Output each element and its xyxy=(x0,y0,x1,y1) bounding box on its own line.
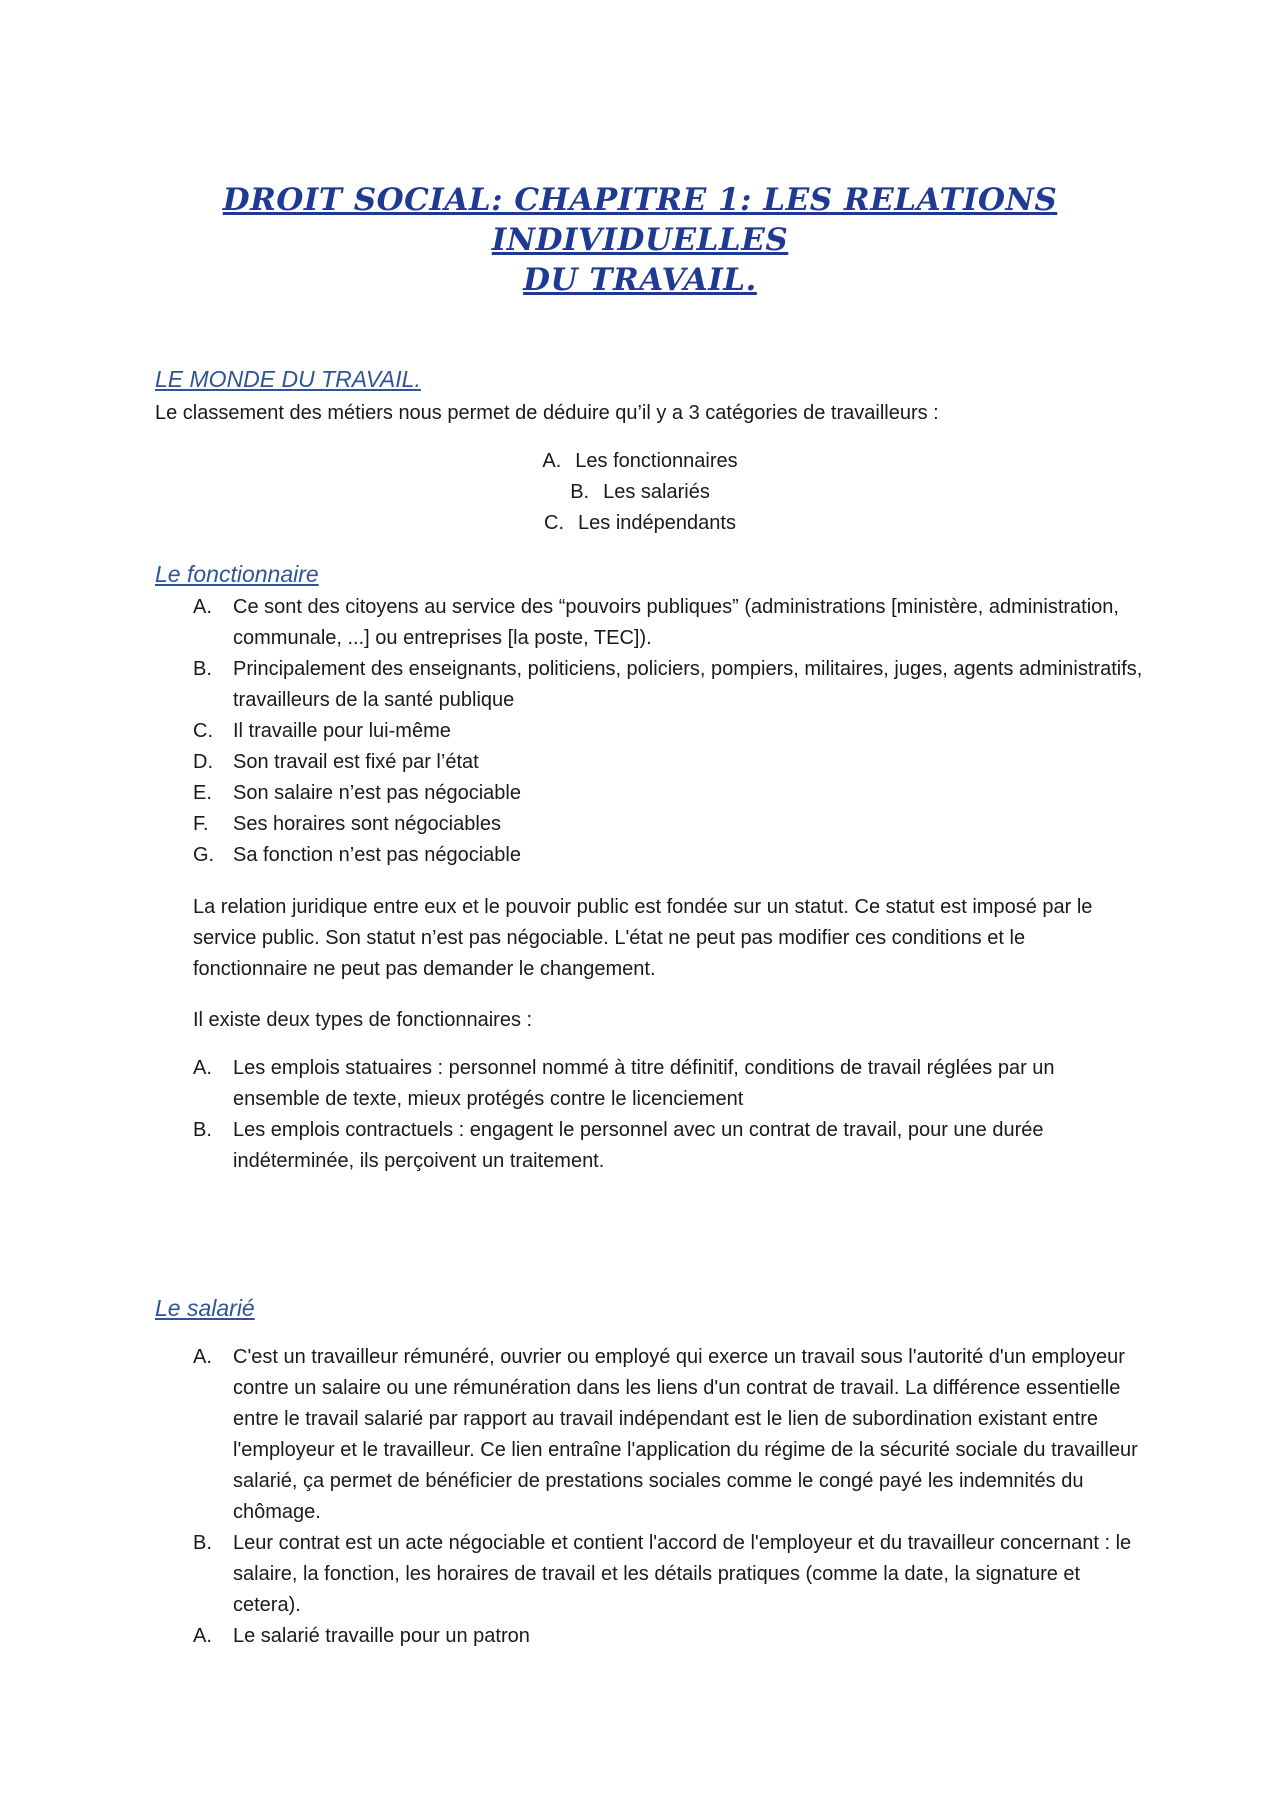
list-item: A. C'est un travailleur rémunéré, ouvrier ou employé qui exerce un travail sous l'autorité d'un employeur contre un salaire ou une rémunération dans les liens d'un contrat de travail. La différence essentielle entre le travail salarié par rapport au travail indépendant est le lien de subordination existant entre l'employeur et le travailleur. Ce lien entraîne l'application du régime de la sécurité sociale du travailleur salarié, ça permet de bénéficier de prestations sociales comme le congé payé les indemnités du chômage. xyxy=(193,1346,1138,1523)
list-item: A. Ce sont des citoyens au service des “pouvoirs publiques” (administrations [ministère, administration, communale, ...] ou entreprises [la poste, TEC]). xyxy=(193,596,1119,649)
title-line-2: DU TRAVAIL. xyxy=(523,262,757,298)
list-item: B. Leur contrat est un acte négociable et contient l'accord de l'employeur et du travailleur concernant : le salaire, la fonction, les horaires de travail et les détails pratiques (comme la date, la signature et cetera). xyxy=(193,1532,1132,1616)
list-item: B. Principalement des enseignants, politiciens, policiers, pompiers, militaires, juges, agents administratifs, travailleurs de la santé publique xyxy=(193,658,1143,711)
list-item: G. Sa fonction n’est pas négociable xyxy=(193,844,521,866)
types-list xyxy=(193,1053,1143,1177)
categories-list xyxy=(0,446,1280,539)
title-line-1: DROIT SOCIAL: CHAPITRE 1: LES RELATIONS INDIVIDUELLES xyxy=(222,182,1058,258)
list-item: B. Les salariés xyxy=(570,481,710,503)
types-intro: Il existe deux types de fonctionnaires : xyxy=(193,1009,533,1031)
list-item: A. Les emplois statuaires : personnel nommé à titre définitif, conditions de travail réglées par un ensemble de texte, mieux protégés contre le licenciement xyxy=(193,1057,1055,1110)
heading-fonctionnaire: Le fonctionnaire xyxy=(155,561,319,587)
list-item: C. Les indépendants xyxy=(544,512,736,534)
list-item: B. Les emplois contractuels : engagent le personnel avec un contrat de travail, pour une durée indéterminée, ils perçoivent un traitement. xyxy=(193,1119,1044,1172)
list-item: E. Son salaire n’est pas négociable xyxy=(193,782,521,804)
list-item: C. Il travaille pour lui-même xyxy=(193,720,451,742)
document-title xyxy=(150,180,1130,300)
salarie-list xyxy=(193,1342,1143,1652)
intro-paragraph: Le classement des métiers nous permet de déduire qu’il y a 3 catégories de travailleurs : xyxy=(155,402,939,424)
fonctionnaire-list xyxy=(193,592,1143,871)
list-item: D. Son travail est fixé par l’état xyxy=(193,751,479,773)
list-item: F. Ses horaires sont négociables xyxy=(193,813,501,835)
list-item: A. Le salarié travaille pour un patron xyxy=(193,1625,530,1647)
heading-salarie: Le salarié xyxy=(155,1295,255,1321)
heading-monde-du-travail: LE MONDE DU TRAVAIL. xyxy=(155,366,421,392)
statut-paragraph: La relation juridique entre eux et le pouvoir public est fondée sur un statut. Ce statut est imposé par le service public. Son statut n’est pas négociable. L'état ne peut pas modifier ces conditions et le fonctionnaire ne peut pas demander le changement. xyxy=(193,896,1093,980)
list-item: A. Les fonctionnaires xyxy=(542,450,738,472)
